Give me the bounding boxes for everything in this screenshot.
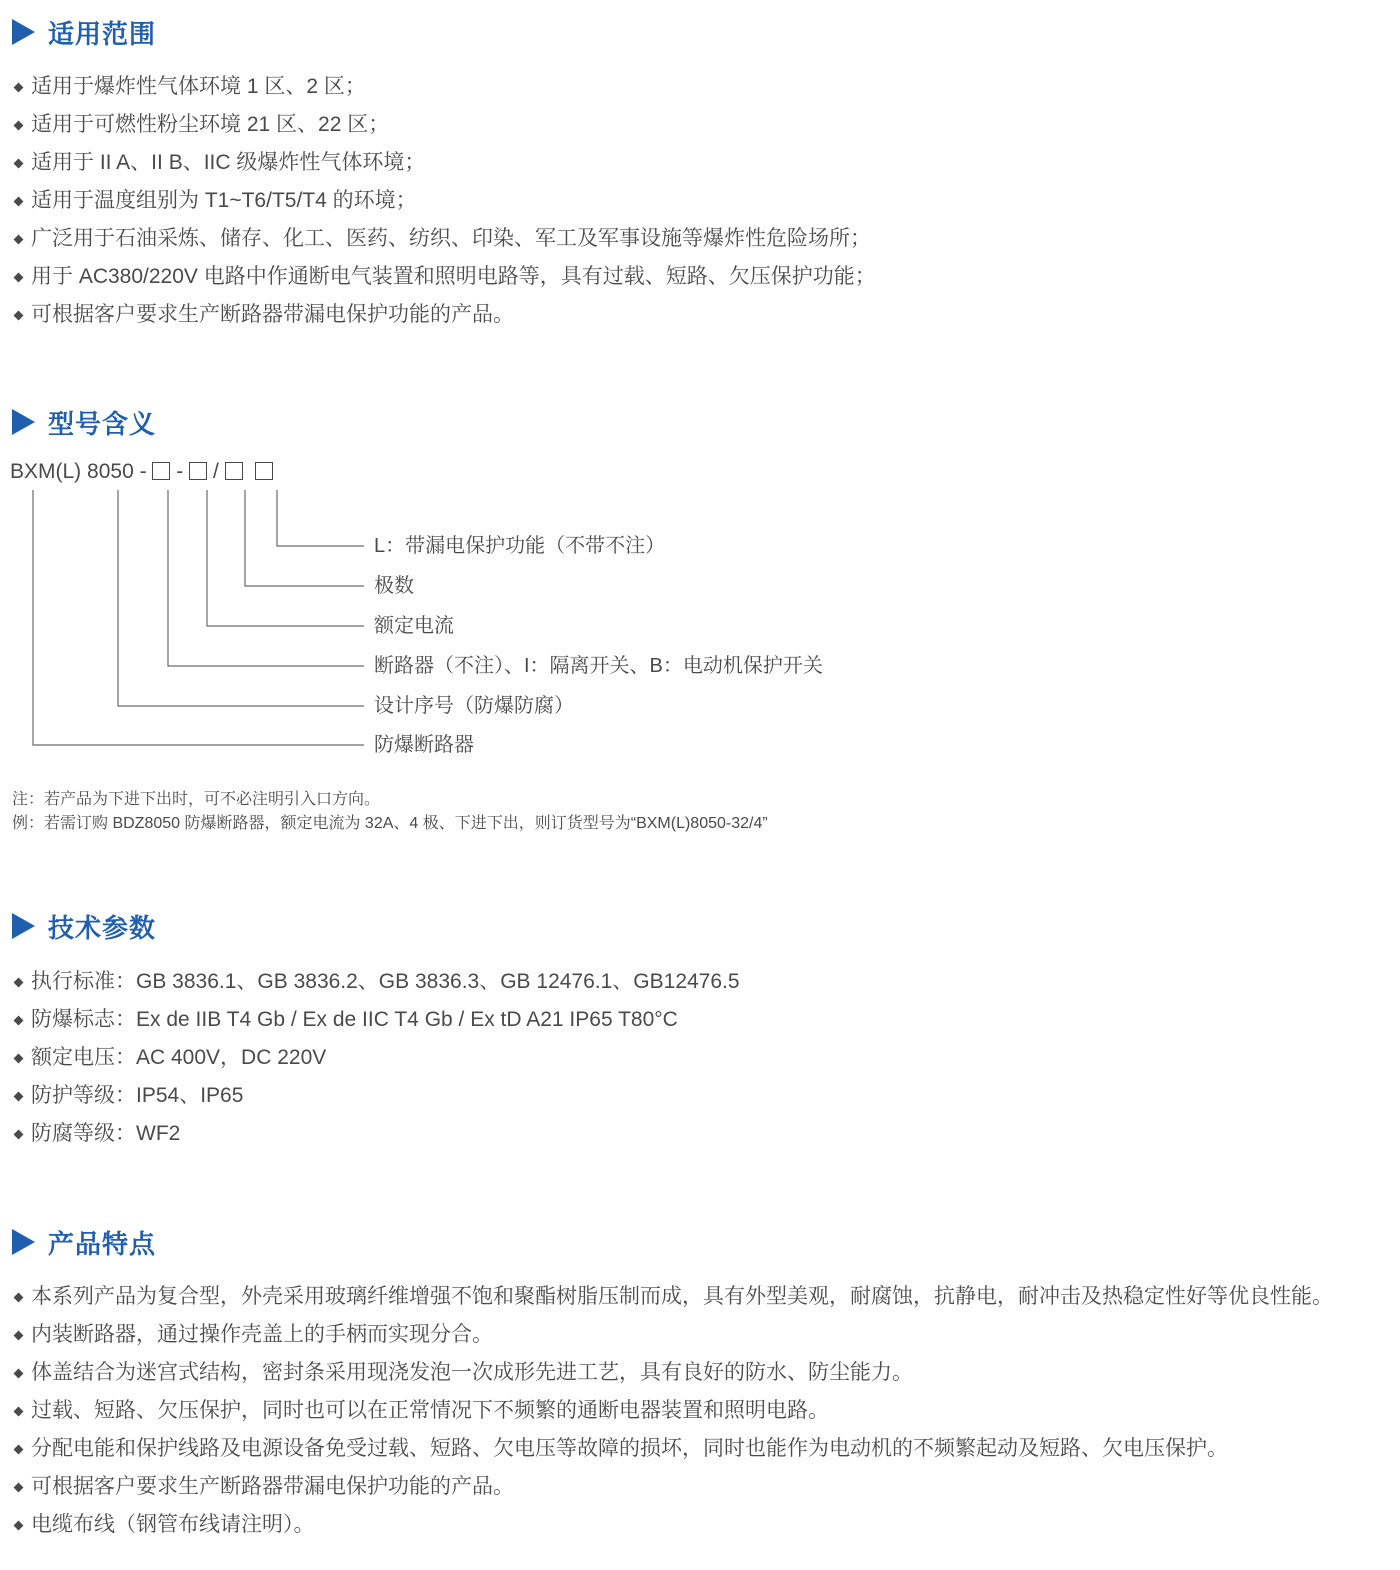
list-item: 执行标准：GB 3836.1、GB 3836.2、GB 3836.3、GB 12476.1、GB12476.5 bbox=[12, 963, 740, 1001]
diagram-label: 极数 bbox=[374, 575, 414, 597]
diamond-bullet-icon bbox=[14, 1053, 24, 1063]
features-list bbox=[12, 1278, 1333, 1544]
list-item: 额定电压：AC 400V，DC 220V bbox=[12, 1039, 740, 1077]
list-item: 内装断路器，通过操作壳盖上的手柄而实现分合。 bbox=[12, 1316, 1333, 1354]
section-heading: 技术参数 bbox=[48, 912, 157, 943]
diamond-bullet-icon bbox=[14, 1330, 24, 1340]
diagram-label: 设计序号（防爆防腐） bbox=[374, 695, 574, 717]
diamond-bullet-icon bbox=[14, 1520, 24, 1530]
list-item: 广泛用于石油采炼、储存、化工、医药、纺织、印染、军工及军事设施等爆炸性危险场所； bbox=[12, 220, 876, 258]
triangle-marker-icon bbox=[12, 1229, 35, 1255]
note-text: 注：若产品为下进下出时，可不必注明引入口方向。 bbox=[12, 791, 381, 808]
example-text: 例：若需订购 BDZ8050 防爆断路器，额定电流为 32A、4 极、下进下出，则订货型号为“BXM(L)8050-32/4” bbox=[12, 815, 768, 832]
list-item: 适用于温度组别为 T1~T6/T5/T4 的环境； bbox=[12, 182, 876, 220]
list-item: 体盖结合为迷宫式结构，密封条采用现浇发泡一次成形先进工艺，具有良好的防水、防尘能力。 bbox=[12, 1354, 1333, 1392]
triangle-marker-icon bbox=[12, 913, 35, 939]
diagram-label: 断路器（不注）、I：隔离开关、B：电动机保护开关 bbox=[374, 655, 823, 677]
diagram-label: 防爆断路器 bbox=[374, 734, 474, 756]
model-prefix: BXM(L) bbox=[10, 460, 82, 483]
list-item: 可根据客户要求生产断路器带漏电保护功能的产品。 bbox=[12, 1468, 1333, 1506]
connector-line bbox=[207, 490, 364, 626]
model-separator: - bbox=[176, 460, 184, 483]
tech-list bbox=[12, 963, 740, 1153]
diamond-bullet-icon bbox=[14, 1292, 24, 1302]
diamond-bullet-icon bbox=[14, 1129, 24, 1139]
connector-line bbox=[33, 490, 364, 745]
connector-line bbox=[277, 490, 364, 546]
diamond-bullet-icon bbox=[14, 1015, 24, 1025]
connector-line bbox=[168, 490, 364, 666]
model-number: 8050 bbox=[87, 460, 134, 483]
diamond-bullet-icon bbox=[14, 1482, 24, 1492]
list-item: 过载、短路、欠压保护，同时也可以在正常情况下不频繁的通断电器装置和照明电路。 bbox=[12, 1392, 1333, 1430]
list-item: 适用于爆炸性气体环境 1 区、2 区； bbox=[12, 68, 876, 106]
diamond-bullet-icon bbox=[14, 1406, 24, 1416]
list-item: 适用于可燃性粉尘环境 21 区、22 区； bbox=[12, 106, 876, 144]
model-separator: - bbox=[139, 460, 147, 483]
list-item: 分配电能和保护线路及电源设备免受过载、短路、欠电压等故障的损坏，同时也能作为电动机的不频繁起动及短路、欠电压保护。 bbox=[12, 1430, 1333, 1468]
section-heading: 产品特点 bbox=[48, 1228, 157, 1259]
model-separator: / bbox=[212, 460, 219, 483]
diamond-bullet-icon bbox=[14, 977, 24, 987]
diagram-label: 额定电流 bbox=[374, 615, 454, 637]
list-item: 适用于 II A、II B、IIC 级爆炸性气体环境； bbox=[12, 144, 876, 182]
list-item: 用于 AC380/220V 电路中作通断电气装置和照明电路等，具有过载、短路、欠压保护功能； bbox=[12, 258, 876, 296]
diagram-label: L：带漏电保护功能（不带不注） bbox=[374, 535, 666, 557]
diamond-bullet-icon bbox=[14, 1091, 24, 1101]
section-title-tech bbox=[12, 908, 156, 944]
connector-line bbox=[245, 490, 364, 586]
section-title-features bbox=[12, 1224, 156, 1260]
section-heading: 适用范围 bbox=[48, 18, 157, 49]
diamond-bullet-icon bbox=[14, 1444, 24, 1454]
connector-line bbox=[118, 490, 364, 706]
list-item: 电缆布线（钢管布线请注明）。 bbox=[12, 1506, 1333, 1544]
list-item: 可根据客户要求生产断路器带漏电保护功能的产品。 bbox=[12, 296, 876, 334]
list-item: 防腐等级：WF2 bbox=[12, 1115, 740, 1153]
list-item: 本系列产品为复合型，外壳采用玻璃纤维增强不饱和聚酯树脂压制而成，具有外型美观，耐腐蚀，抗静电，耐冲击及热稳定性好等优良性能。 bbox=[12, 1278, 1333, 1316]
list-item: 防护等级：IP54、IP65 bbox=[12, 1077, 740, 1115]
diamond-bullet-icon bbox=[14, 1368, 24, 1378]
section-heading: 型号含义 bbox=[48, 408, 157, 439]
list-item: 防爆标志：Ex de IIB T4 Gb / Ex de IIC T4 Gb / Ex tD A21 IP65 T80°C bbox=[12, 1001, 740, 1039]
